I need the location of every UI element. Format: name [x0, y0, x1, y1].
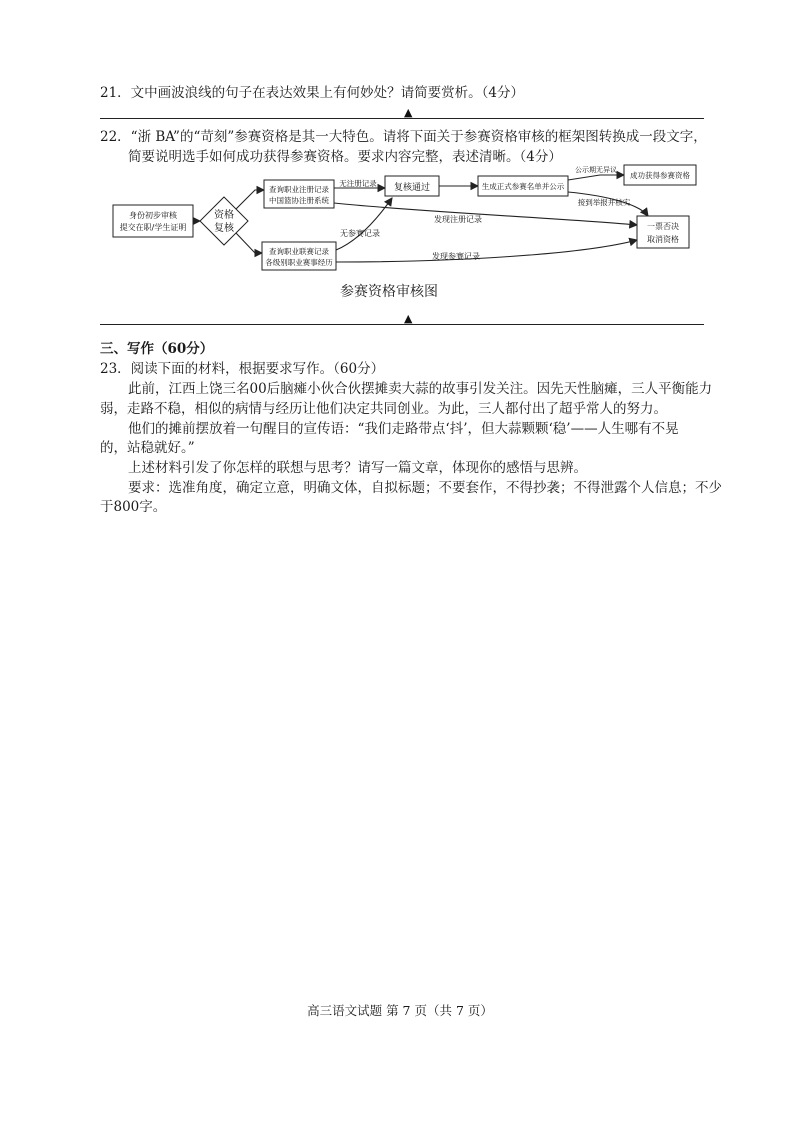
- veto-label-2: 取消资格: [647, 235, 679, 244]
- match-check-label-1: 查询职业联赛记录: [269, 247, 329, 256]
- answer-divider-2: [100, 324, 704, 325]
- start-box: [113, 205, 193, 237]
- material-p2-line-2: 的，站稳就好。”: [100, 440, 195, 456]
- section-3-heading: 三、写作（60分）: [100, 341, 214, 357]
- flowchart-caption: 参赛资格审核图: [340, 284, 438, 300]
- arrow-diamond-to-bottom: [236, 233, 262, 253]
- review-pass-label: 复核通过: [393, 183, 431, 193]
- arrow-publish-to-success: [568, 175, 624, 180]
- qualification-flowchart: [0, 0, 800, 290]
- label-found-registration: 发现注册记录: [434, 215, 482, 224]
- question-21: 21．文中画波浪线的句子在表达效果上有何妙处？请简要赏析。（4分）: [100, 85, 525, 101]
- veto-box: [637, 216, 689, 248]
- label-no-objection: 公示期无异议: [575, 166, 617, 174]
- material-p2-line-1: 他们的摊前摆放着一句醒目的宣传语：“我们走路带点‘抖’，但大蒜颗颗‘稳’——人生哪有不晃: [128, 421, 679, 437]
- veto-label-1: 一票否决: [647, 222, 679, 231]
- review-pass-box: [385, 176, 439, 196]
- registration-check-label-2: 中国篮协注册系统: [269, 196, 329, 205]
- arrow-diamond-to-top: [236, 190, 264, 209]
- registration-check-label-1: 查询职业注册记录: [269, 185, 329, 194]
- start-box-label-2: 提交在职/学生证明: [119, 223, 187, 232]
- label-no-match-record: 无参赛记录: [340, 229, 380, 238]
- diamond-label-1: 资格: [214, 210, 234, 221]
- label-no-registration: 无注册记录: [339, 179, 377, 188]
- writing-prompt: 上述材料引发了你怎样的联想与思考？请写一篇文章，体现你的感悟与思辨。: [128, 460, 587, 476]
- requirements-line-1: 要求：选准角度，确定立意，明确文体，自拟标题；不要套作，不得抄袭；不得泄露个人信息；不少: [128, 480, 722, 496]
- arrow-found-match-record: [336, 240, 637, 262]
- registration-check-box: [264, 180, 334, 208]
- match-check-box: [262, 242, 336, 270]
- success-label: 成功获得参赛资格: [630, 171, 690, 180]
- question-23-prompt: 23．阅读下面的材料，根据要求写作。（60分）: [100, 361, 385, 377]
- label-found-match-record: 发现参赛记录: [432, 252, 480, 261]
- success-box: [624, 165, 696, 185]
- triangle-marker-1: ▲: [404, 106, 413, 119]
- question-22-line-1: 22．“浙 BA”的“苛刻”参赛资格是其一大特色。请将下面关于参赛资格审核的框架图转换成一段文字，: [100, 129, 707, 145]
- page-footer: 高三语文试题 第 7 页（共 7 页）: [307, 1003, 493, 1018]
- material-p1-line-2: 弱，走路不稳，相似的病情与经历让他们决定共同创业。为此，三人都付出了超乎常人的努力。: [100, 401, 667, 417]
- question-22-line-2: 简要说明选手如何成功获得参赛资格。要求内容完整，表述清晰。（4分）: [128, 149, 562, 165]
- material-p1-line-1: 此前，江西上饶三名00后脑瘫小伙合伙摆摊卖大蒜的故事引发关注。因先天性脑瘫，三人平衡能力: [128, 381, 713, 397]
- match-check-label-2: 各级别职业赛事经历: [265, 258, 333, 267]
- label-report-verified: 接到举报并核实: [577, 198, 631, 207]
- triangle-marker-2: ▲: [404, 312, 413, 325]
- start-box-label-1: 身份初步审核: [129, 211, 177, 220]
- publish-list-label: 生成正式参赛名单并公示: [481, 182, 565, 191]
- diamond-label-2: 复核: [214, 223, 234, 234]
- publish-list-box: [478, 176, 568, 196]
- requirements-line-2: 于800字。: [100, 499, 167, 515]
